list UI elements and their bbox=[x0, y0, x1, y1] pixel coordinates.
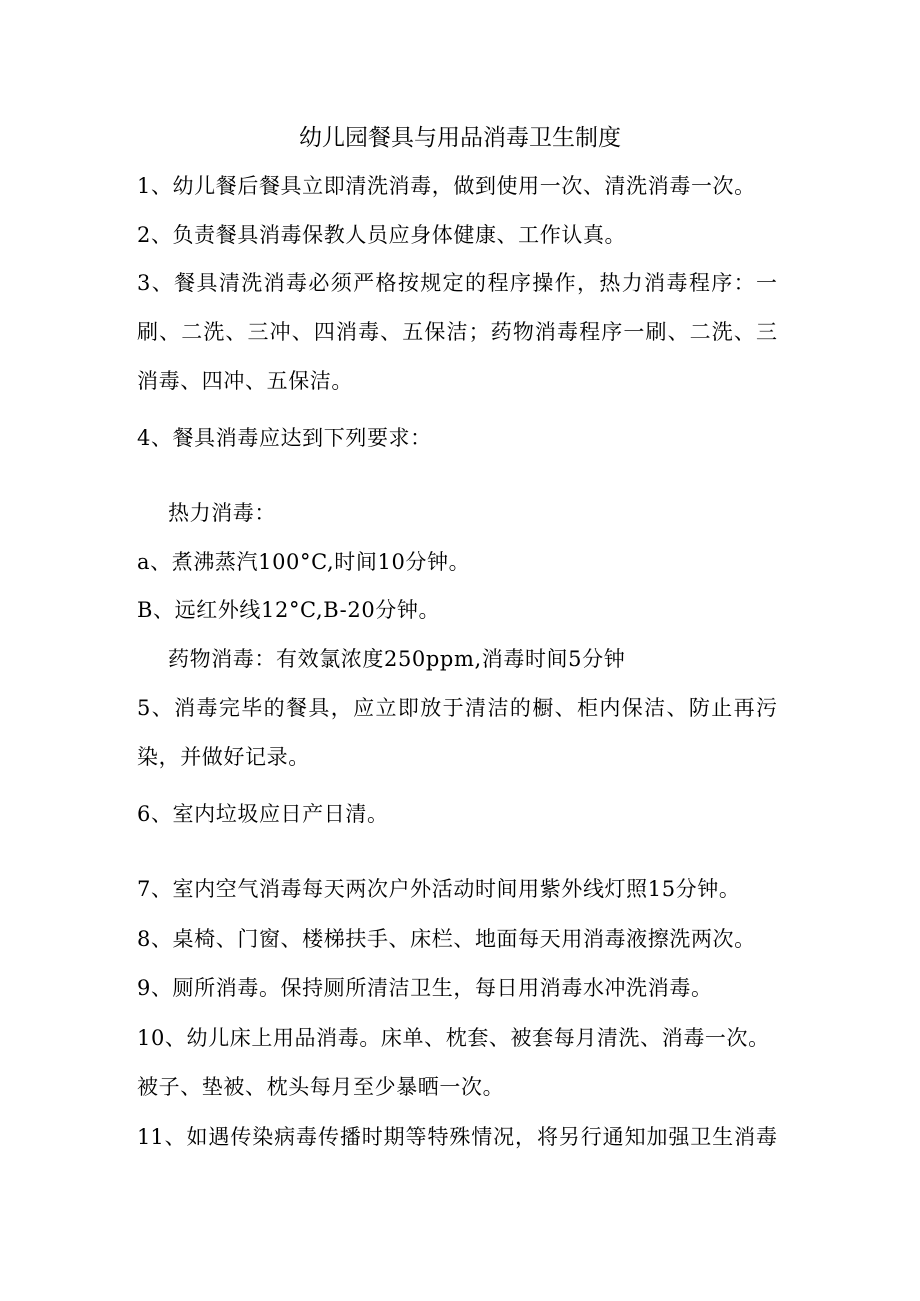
rule-4: 4、餐具消毒应达到下列要求： bbox=[137, 426, 432, 450]
thermal-disinfection-heading: 热力消毒： bbox=[168, 501, 276, 525]
rule-3-line-1: 3、餐具清洗消毒必须严格按规定的程序操作，热力消毒程序：一 bbox=[137, 271, 777, 295]
rule-1: 1、幼儿餐后餐具立即清洗消毒，做到使用一次、清洗消毒一次。 bbox=[137, 174, 756, 198]
rule-5-line-1: 5、消毒完毕的餐具，应立即放于清洁的橱、柜内保洁、防止再污 bbox=[137, 696, 777, 720]
rule-2: 2、负责餐具消毒保教人员应身体健康、工作认真。 bbox=[137, 223, 627, 247]
document-title: 幼儿园餐具与用品消毒卫生制度 bbox=[299, 125, 621, 151]
rule-10-line-2: 被子、垫被、枕头每月至少暴晒一次。 bbox=[137, 1075, 505, 1099]
rule-3-line-2: 刷、二洗、三冲、四消毒、五保洁；药物消毒程序一刷、二洗、三 bbox=[137, 320, 777, 344]
rule-8: 8、桌椅、门窗、楼梯扶手、床栏、地面每天用消毒液擦洗两次。 bbox=[137, 927, 756, 951]
chemical-disinfection: 药物消毒：有效氯浓度250ppm,消毒时间5分钟 bbox=[168, 647, 626, 671]
thermal-item-b: B、远红外线12°C,B-20分钟。 bbox=[137, 598, 441, 622]
rule-10-line-1: 10、幼儿床上用品消毒。床单、枕套、被套每月清洗、消毒一次。 bbox=[137, 1026, 770, 1050]
thermal-item-a: a、煮沸蒸汽100°C,时间10分钟。 bbox=[137, 550, 471, 574]
rule-3-line-3: 消毒、四冲、五保洁。 bbox=[137, 369, 353, 393]
rule-9: 9、厕所消毒。保持厕所清洁卫生，每日用消毒水冲洗消毒。 bbox=[137, 976, 713, 1000]
rule-5-line-2: 染，并做好记录。 bbox=[137, 745, 310, 769]
rule-6: 6、室内垃圾应日产日清。 bbox=[137, 802, 389, 826]
rule-7: 7、室内空气消毒每天两次户外活动时间用紫外线灯照15分钟。 bbox=[137, 877, 741, 901]
rule-11-line-1: 11、如遇传染病毒传播时期等特殊情况，将另行通知加强卫生消毒 bbox=[137, 1125, 777, 1149]
